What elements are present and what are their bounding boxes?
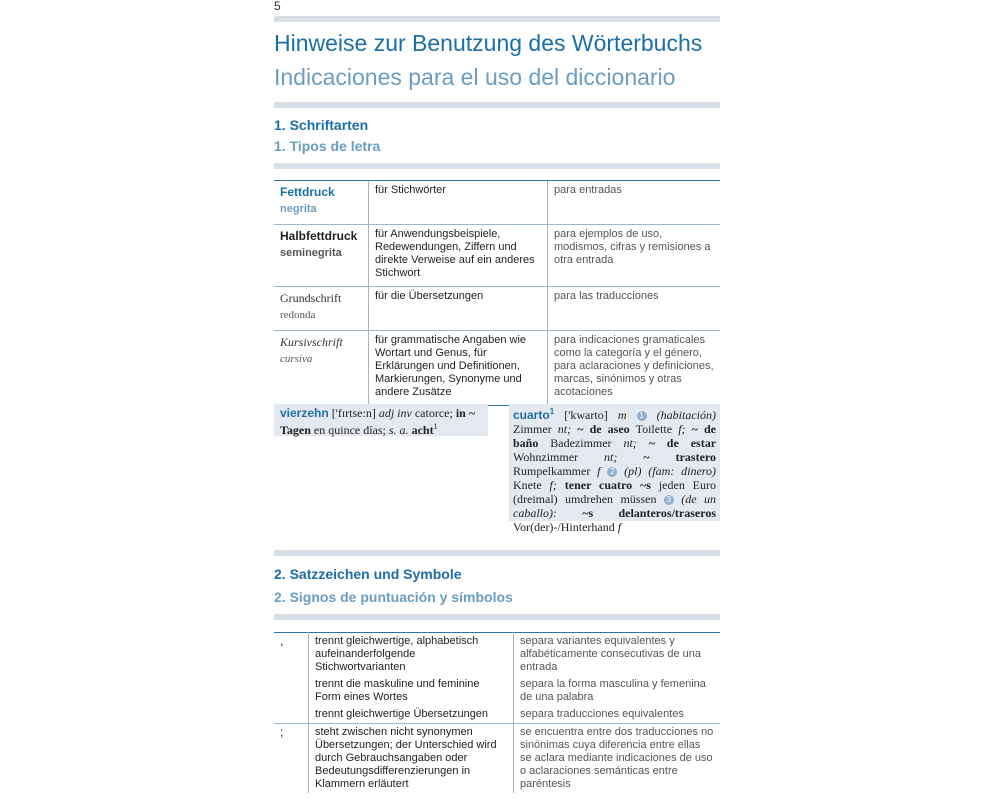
sense-number-icon: 1 [637,411,647,421]
table-row [274,331,720,406]
description-de: trennt gleichwertige, alphabetisch aufeinanderfolgende Stichwortvarianten [309,633,514,677]
symbol: , [274,633,309,677]
section2-divider [274,614,720,620]
sense-label: (de un caballo): [513,492,717,520]
sense-number-icon: 3 [664,495,674,505]
symbol [274,676,309,706]
description-de: steht zwischen nicht synonymen Übersetzungen; der Unterschied wird durch Gebrauchsangaben oder Bedeutungsdifferenzierungen in Klammern erläutert [309,724,514,794]
pronunciation: ['fɪrtse:n] [331,406,376,420]
section1-title-de: 1. Schriftarten [274,117,369,133]
description-de: trennt die maskuline und feminine Form eines Wortes [309,676,514,706]
page-title-es: Indicaciones para el uso del diccionario [274,64,676,90]
gender: f [617,520,622,534]
phrase: ~ de baño [513,422,716,450]
usage-es: para ejemplos de uso, modismos, cifras y remisiones a otra entrada [548,225,721,287]
section2-title-de: 2. Satzzeichen und Symbole [274,566,462,582]
reference-label: s. a. [388,423,409,437]
reference-sup: 1 [433,422,438,431]
grammar-label: adj inv [378,406,412,420]
translation: Vor(der)-/Hinterhand [513,520,615,534]
font-type-de: Kursivschrift [280,335,343,349]
description-es: separa traducciones equivalentes [520,708,684,720]
usage-de: für grammatische Angaben wie Wortart und Genus, für Erklärungen und Definitionen, Markierungen, Synonyme und andere Zusätze [369,331,548,406]
phrase: in ~ Tagen [280,406,476,437]
example-entry-vierzehn [274,404,488,436]
sense-label: (habitación) [656,408,716,422]
translation: catorce; [414,406,453,420]
table-row [274,724,720,794]
phrase-translation: en quince días; [313,423,386,437]
phrase: ~ de estar [648,436,717,450]
usage-es: para las traducciones [548,287,721,331]
headword: cuarto [513,408,550,422]
gender: f [597,464,601,478]
translation: Badezimmer [550,436,612,450]
usage-de: für die Übersetzungen [369,287,548,331]
table-row [274,225,720,287]
font-type-es: negrita [280,203,317,215]
phrase: ~ trastero [643,450,717,464]
symbol [274,706,309,724]
grammar-label: m [617,408,627,422]
usage-de: für Anwendungsbeispiele, Redewendungen, Ziffern und direkte Verweise auf ein anderes Stichwort [369,225,548,287]
table-row [274,287,720,331]
font-type-de: Fettdruck [280,185,335,199]
table-row [274,633,720,677]
translation: Knete [513,478,542,492]
pronunciation: ['kwarto] [564,408,608,422]
headword: vierzehn [280,406,329,420]
symbol: ; [274,724,309,794]
title-divider [274,102,720,108]
gender: nt; [557,422,572,436]
table-row [274,676,720,706]
table-row [274,706,720,724]
section1-divider [274,163,720,169]
punctuation-table [274,632,720,793]
font-type-es: cursiva [280,353,313,365]
top-divider [274,16,720,22]
description-es: separa variantes equivalentes y alfabéticamente consecutivas de una entrada [514,633,721,677]
phrase: tener cuatro ~s [564,478,651,492]
gender: nt; [604,450,618,464]
page-number: 5 [274,0,281,13]
phrase: ~ de aseo [577,422,630,436]
section2-top-divider [274,550,720,556]
sense-number-icon: 2 [607,467,617,477]
translation: Toilette [635,422,673,436]
usage-de: für Stichwörter [369,181,548,225]
phrase: ~s delanteros/traseros [582,506,717,520]
translation: jeden Euro (dreimal) umdrehen müssen [513,478,717,506]
section2-title-es: 2. Signos de puntuación y símbolos [274,589,513,605]
font-type-es: seminegrita [280,247,342,259]
sense-label: (pl) (fam: dinero) [624,464,717,478]
gender: f; [678,422,686,436]
description-es: separa la forma masculina y femenina de una palabra [520,678,706,703]
example-entry-cuarto [509,404,720,534]
usage-es: para indicaciones gramaticales como la categoría y el género, para aclaraciones y definiciones, marcas, sinónimos y otras acotaciones [548,331,721,406]
gender: f; [549,478,557,492]
font-type-de: Halbfettdruck [280,229,358,243]
description-es: se encuentra entre dos traducciones no sinónimas cuya diferencia entre ellas se aclara mediante indicaciones de uso o aclaraciones semánticas entre paréntesis [514,724,721,794]
font-type-es: redonda [280,309,316,321]
gender: nt; [623,436,637,450]
translation: Zimmer [513,422,552,436]
headword-sup: 1 [549,407,555,416]
font-types-table [274,180,720,406]
page-title-de: Hinweise zur Benutzung des Wörterbuchs [274,30,703,56]
section1-title-es: 1. Tipos de letra [274,138,381,154]
translation: Rumpelkammer [513,464,591,478]
reference: acht [411,423,434,437]
translation: Wohnzimmer [513,450,579,464]
font-type-de: Grundschrift [280,291,342,305]
usage-es: para entradas [548,181,721,225]
description-de: trennt gleichwertige Übersetzungen [309,706,514,724]
table-row [274,181,720,225]
